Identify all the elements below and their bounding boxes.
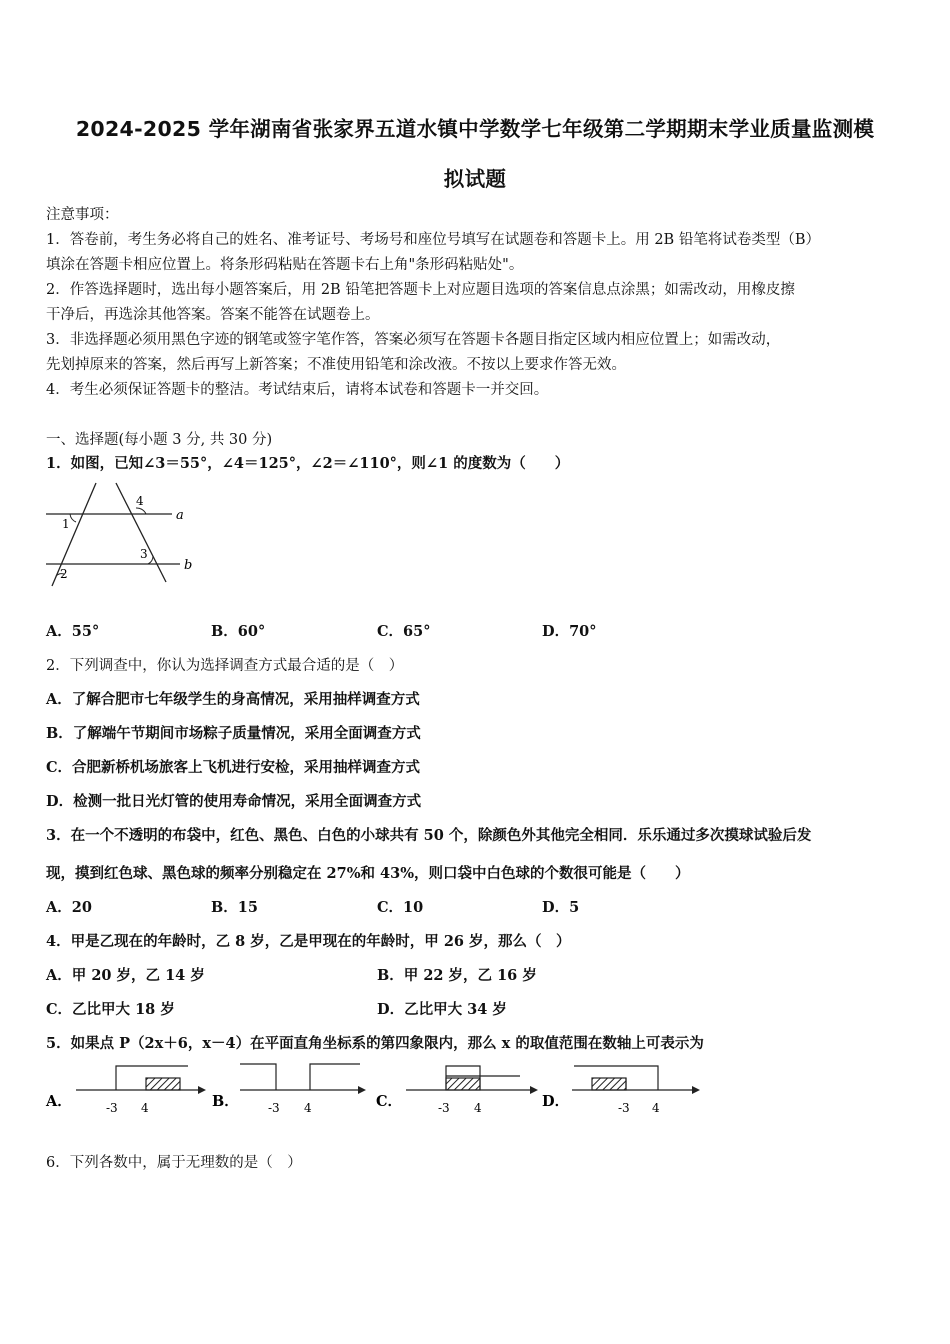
- q5-option-c[interactable]: [376, 1066, 538, 1115]
- q2-option-b[interactable]: B．了解端午节期间市场粽子质量情况，采用全面调查方式: [46, 725, 421, 742]
- question-3-stem-1: 3．在一个不透明的布袋中，红色、黑色、白色的小球共有 50 个，除颜色外其他完全相同．乐乐通过多次摸球试验后发: [46, 827, 812, 844]
- option-letter: D．: [542, 1093, 570, 1110]
- q3-option-c[interactable]: C．10: [377, 899, 424, 916]
- question-1-stem: 1．如图，已知∠3＝55°，∠4＝125°，∠2＝∠110°，则∠1 的度数为（ ）: [46, 455, 570, 472]
- q2-option-c[interactable]: C．合肥新桥机场旅客上飞机进行安检，采用抽样调查方式: [46, 759, 421, 776]
- q3-option-d[interactable]: D．5: [542, 899, 580, 916]
- q4-option-c[interactable]: C．乙比甲大 18 岁: [46, 1001, 175, 1018]
- transversal-left: [52, 483, 96, 586]
- notice-line: 1．答卷前，考生务必将自己的姓名、准考证号、考场号和座位号填写在试题卷和答题卡上。用 2B 铅笔将试卷类型（B）: [46, 232, 820, 248]
- label-b: b: [184, 558, 193, 573]
- question-5-options: [40, 1058, 720, 1122]
- notice-line: 先划掉原来的答案，然后再写上新答案；不准使用铅笔和涂改液。不按以上要求作答无效。: [46, 357, 626, 373]
- tick-label: -3: [618, 1101, 630, 1115]
- tick-label: -3: [106, 1101, 118, 1115]
- page-title-line-2: 拟试题: [443, 167, 507, 191]
- tick-label: -3: [438, 1101, 450, 1115]
- question-6-stem: 6．下列各数中，属于无理数的是（ ）: [46, 1155, 302, 1171]
- q2-option-a[interactable]: A．了解合肥市七年级学生的身高情况，采用抽样调查方式: [46, 691, 420, 708]
- q1-option-d[interactable]: D．70°: [542, 623, 597, 640]
- q3-option-b[interactable]: B．15: [211, 899, 258, 916]
- tick-label: 4: [304, 1101, 312, 1115]
- angle-label-3: 3: [140, 547, 148, 561]
- notice-line: 2．作答选择题时，选出每小题答案后，用 2B 铅笔把答题卡上对应题目选项的答案信息点涂黑；如需改动，用橡皮擦: [46, 282, 795, 298]
- tick-label: 4: [141, 1101, 149, 1115]
- q1-option-a[interactable]: A．55°: [46, 623, 100, 640]
- question-5-stem: 5．如果点 P（2x＋6，x－4）在平面直角坐标系的第四象限内，那么 x 的取值范围在数轴上可表示为: [46, 1035, 704, 1052]
- section-heading: 一、选择题(每小题 3 分, 共 30 分): [46, 432, 273, 448]
- q4-option-b[interactable]: B．甲 22 岁，乙 16 岁: [377, 967, 537, 984]
- notice-line: 3．非选择题必须用黑色字迹的钢笔或签字笔作答，答案必须写在答题卡各题目指定区域内相应位置上；如需改动，: [46, 332, 781, 348]
- q4-option-a[interactable]: A．甲 20 岁，乙 14 岁: [46, 967, 205, 984]
- q4-option-d[interactable]: D．乙比甲大 34 岁: [377, 1001, 507, 1018]
- option-letter: B．: [212, 1093, 239, 1110]
- q5-option-b[interactable]: [212, 1064, 366, 1115]
- tick-label: 4: [474, 1101, 482, 1115]
- q5-option-a[interactable]: [45, 1066, 206, 1115]
- angle-label-4: 4: [136, 494, 144, 508]
- notice-line: 4．考生必须保证答题卡的整洁。考试结束后，请将本试卷和答题卡一并交回。: [46, 382, 549, 398]
- angle-label-1: 1: [62, 517, 70, 531]
- q5-option-d[interactable]: [542, 1066, 700, 1115]
- notice-line: 填涂在答题卡相应位置上。将条形码粘贴在答题卡右上角"条形码粘贴处"。: [46, 257, 524, 273]
- angle-label-2: 2: [60, 567, 68, 581]
- notice-line: 干净后，再选涂其他答案。答案不能答在试题卷上。: [46, 307, 380, 323]
- option-letter: C．: [376, 1093, 403, 1110]
- q3-option-a[interactable]: A．20: [46, 899, 92, 916]
- question-1-figure: [40, 478, 200, 590]
- tick-label: 4: [652, 1101, 660, 1115]
- option-letter: A．: [46, 1093, 72, 1110]
- question-2-stem: 2．下列调查中，你认为选择调查方式最合适的是（ ）: [46, 658, 404, 674]
- q1-option-c[interactable]: C．65°: [377, 623, 431, 640]
- tick-label: -3: [268, 1101, 280, 1115]
- q1-option-b[interactable]: B．60°: [211, 623, 266, 640]
- page-title-line-1: 2024-2025 学年湖南省张家界五道水镇中学数学七年级第二学期期末学业质量监测模: [75, 117, 875, 141]
- notice-heading: 注意事项：: [46, 207, 119, 223]
- q2-option-d[interactable]: D．检测一批日光灯管的使用寿命情况，采用全面调查方式: [46, 793, 422, 810]
- label-a: a: [176, 508, 184, 523]
- question-4-stem: 4．甲是乙现在的年龄时，乙 8 岁，乙是甲现在的年龄时，甲 26 岁，那么（ ）: [46, 933, 571, 950]
- question-3-stem-2: 现，摸到红色球、黑色球的频率分别稳定在 27%和 43%，则口袋中白色球的个数很可能是（ ）: [46, 865, 690, 882]
